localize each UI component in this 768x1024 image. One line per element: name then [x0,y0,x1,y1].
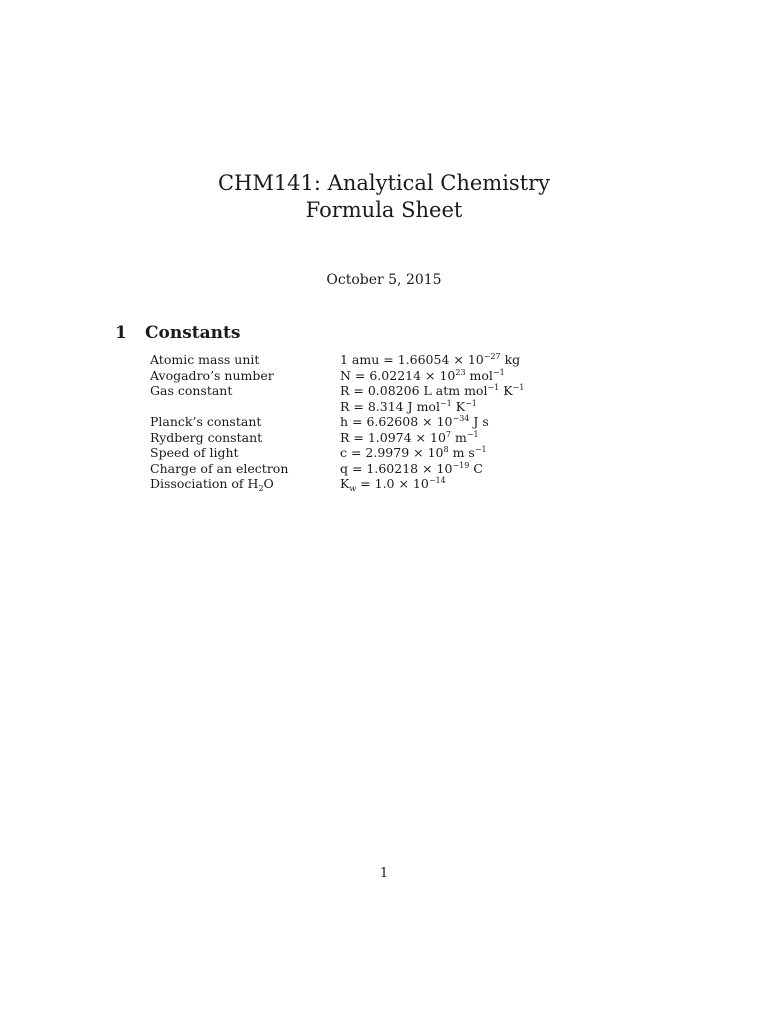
document-date: October 5, 2015 [326,272,442,288]
constant-value: $R = 1.0974 \times 10^7$ $m^{-1}$ [340,429,479,445]
constant-value: R = 8.314 J mol$^{-1}$ $K^{-1}$ [340,398,477,414]
constant-name: Avogadro’s number [150,367,274,383]
constant-name: Rydberg constant [150,429,263,445]
constant-value: R = 0.08206 L atm mol$^{-1}$ $K^{-1}$ [340,383,525,398]
constant-value: $h = 6.62608 \times 10^{-34}$ J s [340,414,489,429]
page-number: 1 [379,866,389,881]
constant-name: Dissociation of $H_2O$ [150,476,274,493]
constants-table [150,352,620,492]
constant-row [150,352,620,368]
constant-value: $N = 6.02214 \times 10^{23}$ mol$^{-1}$ [340,367,505,383]
section-number: 1 [115,323,127,343]
constant-row [150,445,620,461]
section-heading [115,323,240,343]
title-line-1: CHM141: Analytical Chemistry [217,171,551,195]
constant-value: $K_w = 1.0 \times 10^{-14}$ [340,476,446,493]
section-title: Constants [145,323,241,343]
constant-row [150,399,620,415]
constant-row [150,383,620,399]
constant-row [150,414,620,430]
constant-value: $c = 2.9979 \times 10^8$ m $s^{-1}$ [340,445,487,460]
constant-name: Gas constant [150,383,233,398]
constant-row [150,461,620,477]
constant-name: Planck’s constant [150,414,262,429]
constant-name: Atomic mass unit [150,352,260,367]
document-title [0,170,768,224]
constant-name [150,399,340,415]
constant-row [150,368,620,384]
constant-row [150,430,620,446]
constant-name: Speed of light [150,445,239,460]
constant-name: Charge of an electron [150,460,289,476]
title-line-2: Formula Sheet [305,198,463,222]
constant-value: 1 amu = $1.66054 \times 10^{-27}$ kg [340,352,521,367]
constant-row [150,476,620,492]
constant-value: $q = 1.60218 \times 10^{-19}$ C [340,460,483,476]
